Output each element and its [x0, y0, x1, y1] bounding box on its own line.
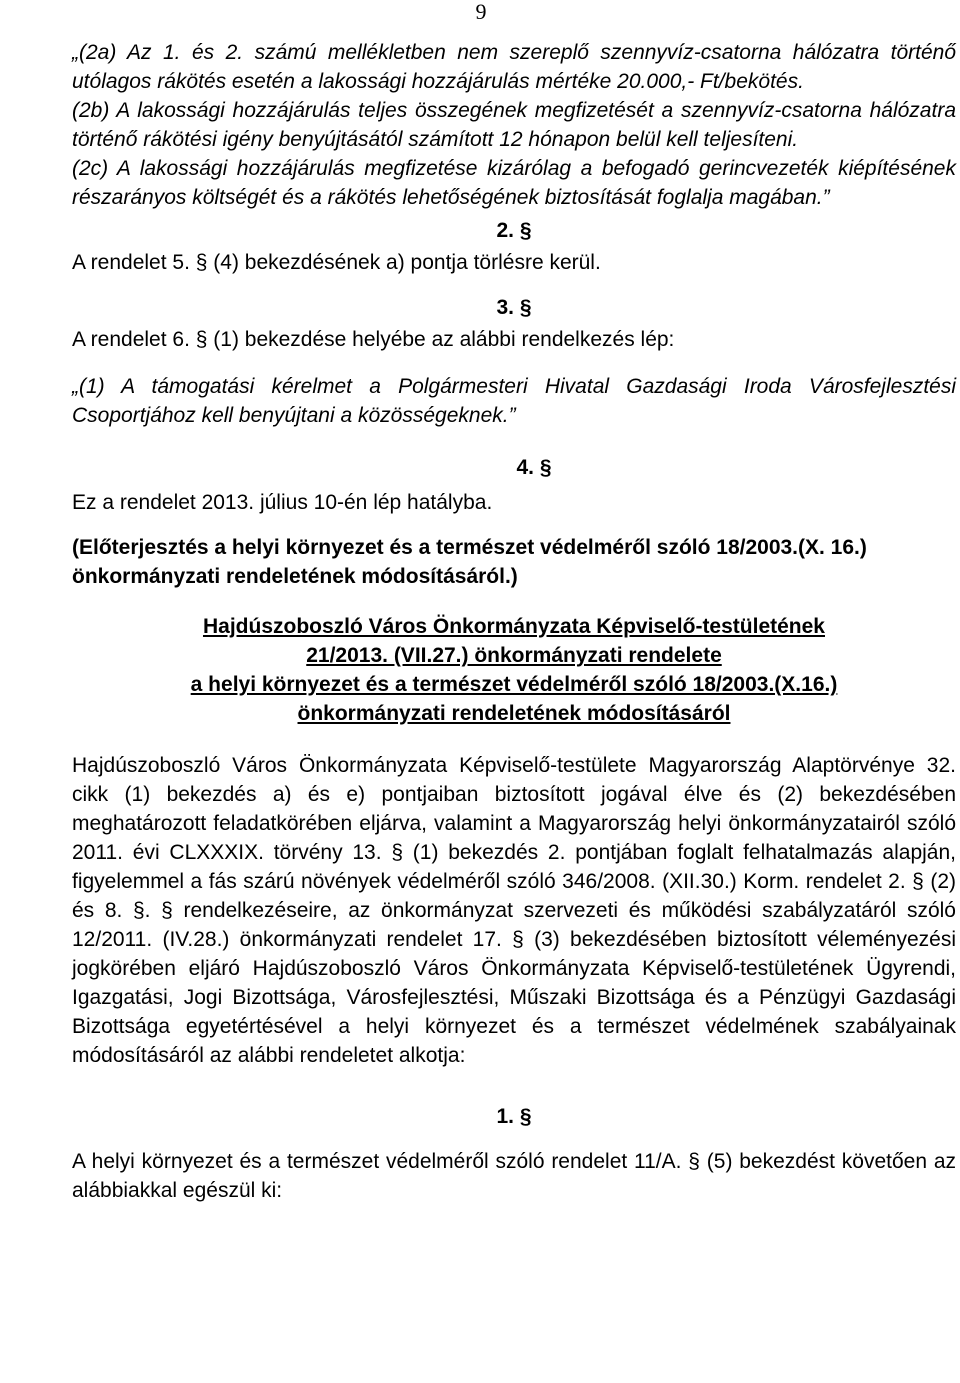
regulation-title [72, 612, 956, 728]
section-heading-3: 3. § [496, 296, 532, 319]
document-body [72, 38, 956, 1205]
paragraph-2a: „(2a) Az 1. és 2. számú mellékletben nem szereplő szennyvíz-csatorna hálózatra történő utólagos rákötés esetén a lakossági hozzájárulás mértéke 20.000,- Ft/bekötés. [72, 41, 956, 93]
page-number: 9 [475, 0, 487, 24]
paragraph-2b: (2b) A lakossági hozzájárulás teljes összegének megfizetését a szennyvíz-csatorna hálózatra történő rákötési igény benyújtásától számított 12 hónapon belül kell teljesíteni. [72, 99, 956, 151]
section-heading-2: 2. § [496, 219, 532, 242]
regulation-title-line-2: 21/2013. (VII.27.) önkormányzati rendelete [306, 644, 722, 667]
section-text-3: A rendelet 6. § (1) bekezdése helyébe az alábbi rendelkezés lép: [72, 328, 675, 351]
section-text-2: A rendelet 5. § (4) bekezdésének a) pontja törlésre kerül. [72, 251, 601, 274]
section-heading-1: 1. § [496, 1105, 532, 1128]
proposal-title: (Előterjesztés a helyi környezet és a természet védelméről szóló 18/2003.(X. 16.) önkormányzati rendeletének módosításáról.) [72, 536, 867, 588]
regulation-title-line-3: a helyi környezet és a természet védelméről szóló 18/2003.(X.16.) [190, 673, 838, 696]
quoted-paragraph-1: „(1) A támogatási kérelmet a Polgármesteri Hivatal Gazdasági Iroda Városfejlesztési Csoportjához kell benyújtani a közösségeknek.” [72, 375, 956, 427]
preamble: Hajdúszoboszló Város Önkormányzata Képviselő-testülete Magyarország Alaptörvénye 32. cikk (1) bekezdés a) és e) pontjaiban biztosított jogával élve és (2) bekezdésében meghatározott feladatkörében eljárva, valamint a Magyarország helyi önkormányzatairól szóló 2011. évi CLXXXIX. törvény 13. § (1) bekezdés 2. pontjában foglalt felhatalmazás alapján, figyelemmel a fás szárú növények védelméről szóló 346/2008. (XII.30.) Korm. rendelet 2. § (2) és 8. §. § rendelkezéseire, az önkormányzat szervezeti és működési szabályzatáról szóló 12/2011. (IV.28.) önkormányzati rendelet 17. § (3) bekezdésében biztosított véleményezési jogkörében eljáró Hajdúszoboszló Város Önkormányzata Képviselő-testületének Ügyrendi, Igazgatási, Jogi Bizottsága, Városfejlesztési, Műszaki Bizottsága és a Pénzügyi Gazdasági Bizottsága egyetértésével a helyi környezet és a természet védelmének szabályainak módosításáról az alábbi rendeletet alkotja: [72, 754, 956, 1067]
section-text-1: A helyi környezet és a természet védelméről szóló rendelet 11/A. § (5) bekezdést követően az alábbiakkal egészül ki: [72, 1150, 956, 1202]
section-heading-4: 4. § [516, 456, 552, 479]
section-text-4: Ez a rendelet 2013. július 10-én lép hatályba. [72, 491, 493, 514]
regulation-title-line-1: Hajdúszoboszló Város Önkormányzata Képviselő-testületének [202, 615, 825, 638]
paragraph-2c: (2c) A lakossági hozzájárulás megfizetése kizárólag a befogadó gerincvezeték kiépítésének részarányos költségét és a rákötés lehetőségének biztosítását foglalja magában.” [72, 157, 956, 209]
regulation-title-line-4: önkormányzati rendeletének módosításáról [297, 702, 731, 725]
